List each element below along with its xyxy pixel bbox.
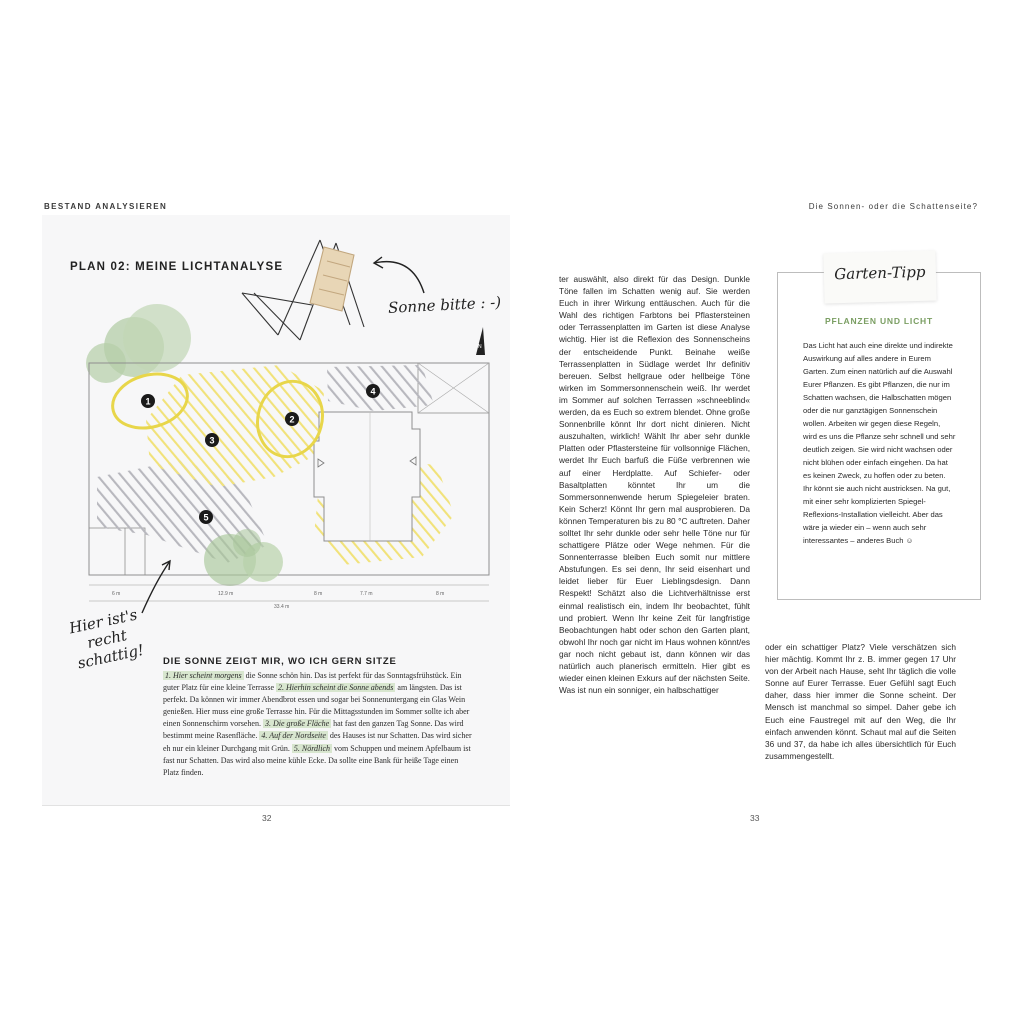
marker-5 bbox=[199, 510, 213, 524]
dimension-label-total: 33.4 m bbox=[274, 604, 290, 610]
dimension-label: 12.9 m bbox=[218, 591, 234, 597]
smiley-icon: ☺ bbox=[905, 536, 914, 545]
svg-text:4: 4 bbox=[370, 386, 376, 397]
page-number-left: 32 bbox=[262, 813, 272, 823]
dimension-label: 6 m bbox=[112, 591, 121, 597]
marker-1 bbox=[141, 394, 155, 408]
note-shade-handwritten: Hier ist's recht schattig! bbox=[67, 605, 146, 673]
page-number-right: 33 bbox=[750, 813, 760, 823]
tipp-label-card bbox=[823, 251, 936, 304]
note-sun-handwritten: Sonne bitte : -) bbox=[387, 293, 502, 317]
body-column-1: ter auswählt, also direkt für das Design. Dunkle Töne fallen im Schatten wenig auf. Sie werden Euch in ihrer Wirkung enttäuschen. Auch für die Wahl des richtigen Farbtons bei Pflastersteinen oder Terrassenplatten im Garten ist diese Analyse wichtig. Hier ist die Reflexion des Sonnenscheins der entscheidende Punkt. Beinahe weiße Terrassenplatten in Südlage werdet Ihr definitiv bereuen. Selbst hellgraue oder hellbeige Töne wirken im Sommersonnenschein weiß. Ihr werdet im Sommer auf solchen Terrassen »schneeblind« werden, da es Euch so extrem blendet. Ohne große Sonnenbrille könnt Ihr dort nicht dinieren. Nicht auszuhalten, wirklich! Wählt Ihr aber sehr dunkle Platten oder Pflastersteine für vollsonnige Flächen, werdet Ihr Euch barfuß die Füße verbrennen wie auf einer Herdplatte. Auf Schiefer- oder Basaltplatten könntet Ihr um die Sommersonnenwende herum Spiegeleier braten. Kein Scherz! Könnt Ihr gern mal ausprobieren. Da können Temperaturen bis zu 80 °C auftreten. Daher solltet Ihr sehr dunkle oder sehr helle Töne nur für schattigere Plätze oder Wege nehmen. Für die Sonnenterrasse bleiben Euch somit nur mittlere Abstufungen. Es sei denn, Ihr seid eisenhart und leidet lieber für Euer Lieblingsdesign. Dann Respekt! Schätzt also die Lichtverhältnisse erst einmal realistisch ein, indem Ihr beobachtet, fühlt und probiert. Wenn Ihr keine Zeit für langfristige Beobachtungen habt oder schon den Garten plant, obwohl Ihr noch gar nicht im Haus wohnen könnt/es gar noch nicht gebaut ist, dann können wir das natürlich auch planerisch ermitteln. Hier gibt es wieder einen kleinen Exkurs auf der nächsten Seite. Was ist nun ein sonniger, ein halbschattiger bbox=[559, 274, 750, 696]
svg-text:2: 2 bbox=[289, 414, 295, 425]
highlight-4: 4. Auf der Nordseite bbox=[261, 731, 326, 741]
marker-4 bbox=[366, 384, 380, 398]
house-outline bbox=[314, 412, 420, 541]
dimension-label: 7.7 m bbox=[360, 591, 373, 597]
north-label: N bbox=[478, 344, 482, 350]
tipp-heading: PFLANZEN UND LICHT bbox=[825, 316, 933, 326]
svg-text:5: 5 bbox=[203, 512, 209, 523]
shade-arrow-head bbox=[162, 561, 170, 570]
text-run: die Sonne schön hin. Das ist perfekt für das Sonntagsfrühstück. Ein guter Platz für eine kleine Terrasse bbox=[163, 671, 462, 693]
plan-description bbox=[163, 670, 475, 779]
body-column-2: oder ein schattiger Platz? Viele verschätzen sich hier mächtig. Kommt Ihr z. B. immer gegen 17 Uhr von der Arbeit nach Hause, seht Ihr täglich die volle Sonne auf Eurer Terrasse. Euer Gefühl sagt Euch daher, dass hier immer die Sonne scheint. Der Mensch ist manchmal so simpel. Daher gebe ich Euch eine Faustregel mit auf den Weg, die Ihr einfach anwenden könnt. Schaut mal auf die Seiten 36 und 37, da habe ich alles übersichtlich für Euch zusammengestellt. bbox=[765, 642, 956, 761]
plan-title: PLAN 02: MEINE LICHTANALYSE bbox=[70, 261, 284, 273]
sun-arrow bbox=[374, 262, 424, 293]
tipp-label: Garten-Tipp bbox=[834, 262, 926, 284]
running-head-left: BESTAND ANALYSIEREN bbox=[44, 202, 168, 211]
highlight-3: 3. Die große Fläche bbox=[264, 719, 330, 729]
garden-plan-drawing bbox=[42, 215, 510, 635]
garage-outline bbox=[89, 528, 145, 575]
tipp-text: Das Licht hat auch eine direkte und indirekte Auswirkung auf alles andere in Eurem Garten. Zum einen natürlich auf die Auswahl Eurer Pflanzen. Es gibt Pflanzen, die nur im Schatten wachsen, die Halbschatten mögen oder die nur ganztägigen Sonnenschein wollen. Arbeiten wir gegen diese Regeln, wird es uns die Pflanze sehr schnell und sehr deutlich zeigen. Sie wird nicht wachsen oder nicht blühen oder einfach eingehen. Da hat es keinen Zweck, zu hoffen oder zu beten. Ihr könnt sie auch nicht austricksen. Na gut, mit einer sehr komplizierten Spiegel-Reflexions-Installation vielleicht. Aber das wäre ja wieder ein – wenn auch sehr interessantes – anderes Buch bbox=[803, 341, 956, 545]
tipp-body bbox=[803, 339, 956, 547]
svg-text:1: 1 bbox=[145, 396, 151, 407]
text-run: am längsten. Das ist perfekt. Da können wir immer Abendbrot essen und sogar bei Sonnenuntergang ein Glas Wein genießen. Hier muss eine große Terrasse hin. Für die Mittagsstunden im Sommer sollte ich aber einen Sonnenschirm vorsehen. bbox=[163, 683, 470, 729]
dimension-label: 8 m bbox=[436, 591, 445, 597]
marker-2 bbox=[285, 412, 299, 426]
tree-group-top-left bbox=[86, 304, 191, 383]
highlight-1: 1. Hier scheint morgens bbox=[165, 671, 242, 680]
highlight-5: 5. Nördlich bbox=[293, 743, 331, 753]
north-arrow-icon bbox=[476, 327, 485, 355]
sun-zone-center bbox=[146, 365, 324, 487]
text-run: hat fast den ganzen Tag Sonne. Das wird bestimmt meine Rasenfläche. bbox=[163, 719, 464, 741]
running-head-right: Die Sonnen- oder die Schattenseite? bbox=[808, 202, 978, 211]
svg-text:3: 3 bbox=[209, 435, 215, 446]
deck-chair-illustration bbox=[242, 240, 364, 340]
marker-3 bbox=[205, 433, 219, 447]
section-heading: DIE SONNE ZEIGT MIR, WO ICH GERN SITZE bbox=[163, 656, 397, 667]
highlight-2: 2. Hierhin scheint die Sonne abends bbox=[278, 683, 394, 693]
text-run: des Hauses ist nur Schatten. Das wird sicher eh nur ein kleiner Durchgang mit Grün. bbox=[163, 731, 472, 753]
text-run: vom Schuppen und meinem Apfelbaum ist fast nur Schatten. Das wird also meine kühle Ecke. Da sollte eine Bank für heiße Tage einen Platz finden. bbox=[163, 743, 471, 777]
dimension-label: 8 m bbox=[314, 591, 323, 597]
shade-zone-north bbox=[327, 365, 434, 411]
